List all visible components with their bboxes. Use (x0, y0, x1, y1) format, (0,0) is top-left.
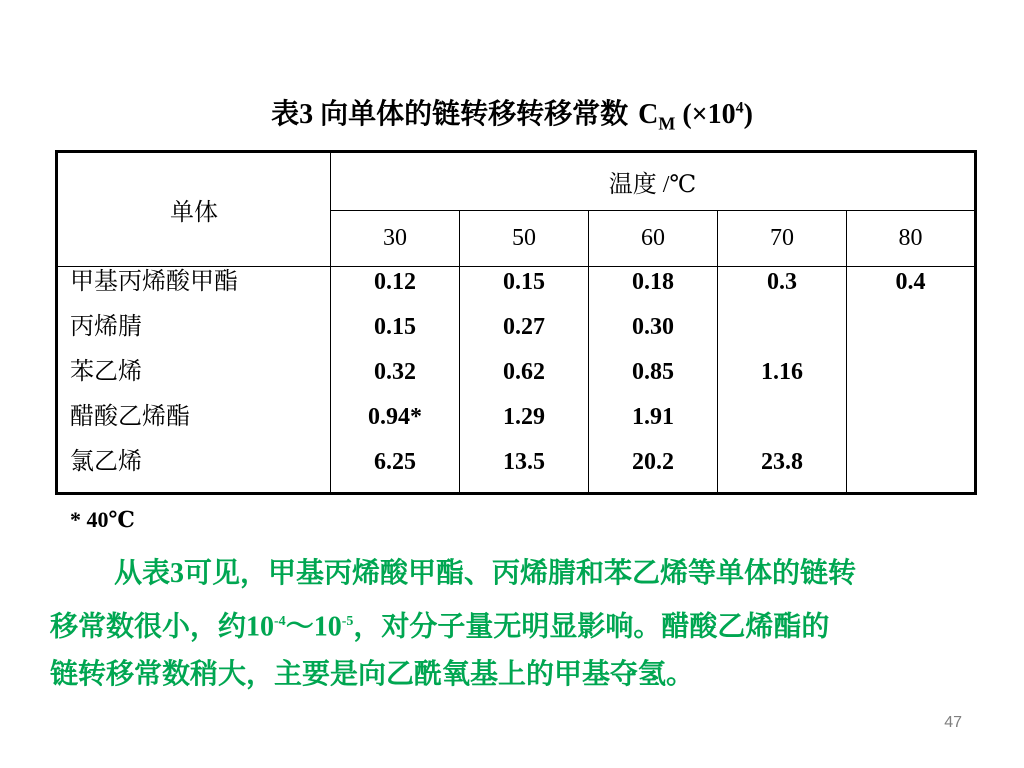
title-prefix: 表3 向单体的链转移转移常数 (271, 99, 629, 130)
value-cell (847, 357, 974, 402)
value-cell: 0.27 (503, 314, 545, 340)
value-cell: 23.8 (761, 449, 803, 475)
monomer-name: 苯乙烯 (70, 359, 142, 385)
monomer-column (57, 267, 331, 494)
paragraph-sup-1: -4 (274, 614, 286, 629)
value-cell: 0.12 (374, 269, 416, 295)
value-list-70 (718, 267, 846, 492)
value-cell: 1.16 (761, 359, 803, 385)
value-cell: 0.85 (632, 359, 674, 385)
table-footnote: * 40℃ (70, 507, 135, 532)
paragraph-line-2 (50, 598, 970, 651)
value-cell: 0.15 (503, 269, 545, 295)
value-cell: 0.15 (374, 314, 416, 340)
paragraph-line-2-b: ～10 (285, 611, 342, 643)
paragraph-line-2-c: ，对分子量无明显影响。醋酸乙烯酯的 (353, 611, 830, 643)
values-column-60 (589, 267, 718, 494)
value-cell: 1.91 (632, 404, 674, 430)
title-paren-close: ) (743, 99, 753, 130)
monomer-header: 单体 (57, 152, 331, 267)
temperature-header: 温度 /℃ (331, 152, 976, 211)
paragraph-line-2-a: 移常数很小，约10 (50, 611, 275, 643)
explanation-paragraph (50, 550, 970, 699)
title-paren-sup: 4 (735, 99, 744, 117)
header-row-1 (57, 152, 976, 211)
monomer-name: 甲基丙烯酸甲酯 (70, 269, 238, 295)
paragraph-sup-2: -5 (341, 614, 354, 629)
title-cm-main: C (638, 99, 659, 130)
chain-transfer-table (55, 150, 977, 495)
temp-header-80: 80 (847, 211, 976, 267)
value-cell: 0.94* (368, 404, 422, 430)
value-list-60 (589, 267, 717, 492)
value-cell: 1.29 (503, 404, 545, 430)
value-cell: 6.25 (374, 449, 416, 475)
temp-header-50: 50 (460, 211, 589, 267)
value-cell (847, 312, 974, 357)
table-body-row (57, 267, 976, 494)
value-cell: 0.32 (374, 359, 416, 385)
value-cell (718, 402, 846, 447)
monomer-name: 丙烯腈 (70, 314, 142, 340)
value-cell: 0.30 (632, 314, 674, 340)
page-number: 47 (944, 714, 962, 731)
paragraph-line-3: 链转移常数稍大，主要是向乙酰氧基上的甲基夺氢。 (50, 659, 695, 691)
values-column-50 (460, 267, 589, 494)
value-cell: 0.3 (767, 269, 797, 295)
value-list-80 (847, 267, 974, 492)
monomer-name: 氯乙烯 (70, 449, 142, 475)
values-column-70 (718, 267, 847, 494)
values-column-30 (331, 267, 460, 494)
value-cell (718, 312, 846, 357)
value-cell (847, 402, 974, 447)
temp-header-70: 70 (718, 211, 847, 267)
value-cell: 13.5 (503, 449, 545, 475)
value-list-50 (460, 267, 588, 492)
table-title (0, 92, 1024, 135)
value-cell: 0.4 (895, 269, 926, 295)
monomer-list (58, 267, 330, 492)
value-cell (847, 447, 974, 492)
temp-header-60: 60 (589, 211, 718, 267)
paragraph-line-1: 从表3可见，甲基丙烯酸甲酯、丙烯腈和苯乙烯等单体的链转 (114, 558, 857, 589)
monomer-name: 醋酸乙烯酯 (70, 404, 190, 430)
value-list-30 (331, 267, 459, 492)
value-cell: 20.2 (632, 449, 674, 475)
title-cm-sub: M (658, 113, 676, 134)
value-cell: 0.18 (632, 269, 674, 295)
values-column-80 (847, 267, 976, 494)
title-cm (638, 99, 676, 134)
temp-header-30: 30 (331, 211, 460, 267)
title-paren-open: (×10 (682, 99, 736, 130)
value-cell: 0.62 (503, 359, 545, 385)
